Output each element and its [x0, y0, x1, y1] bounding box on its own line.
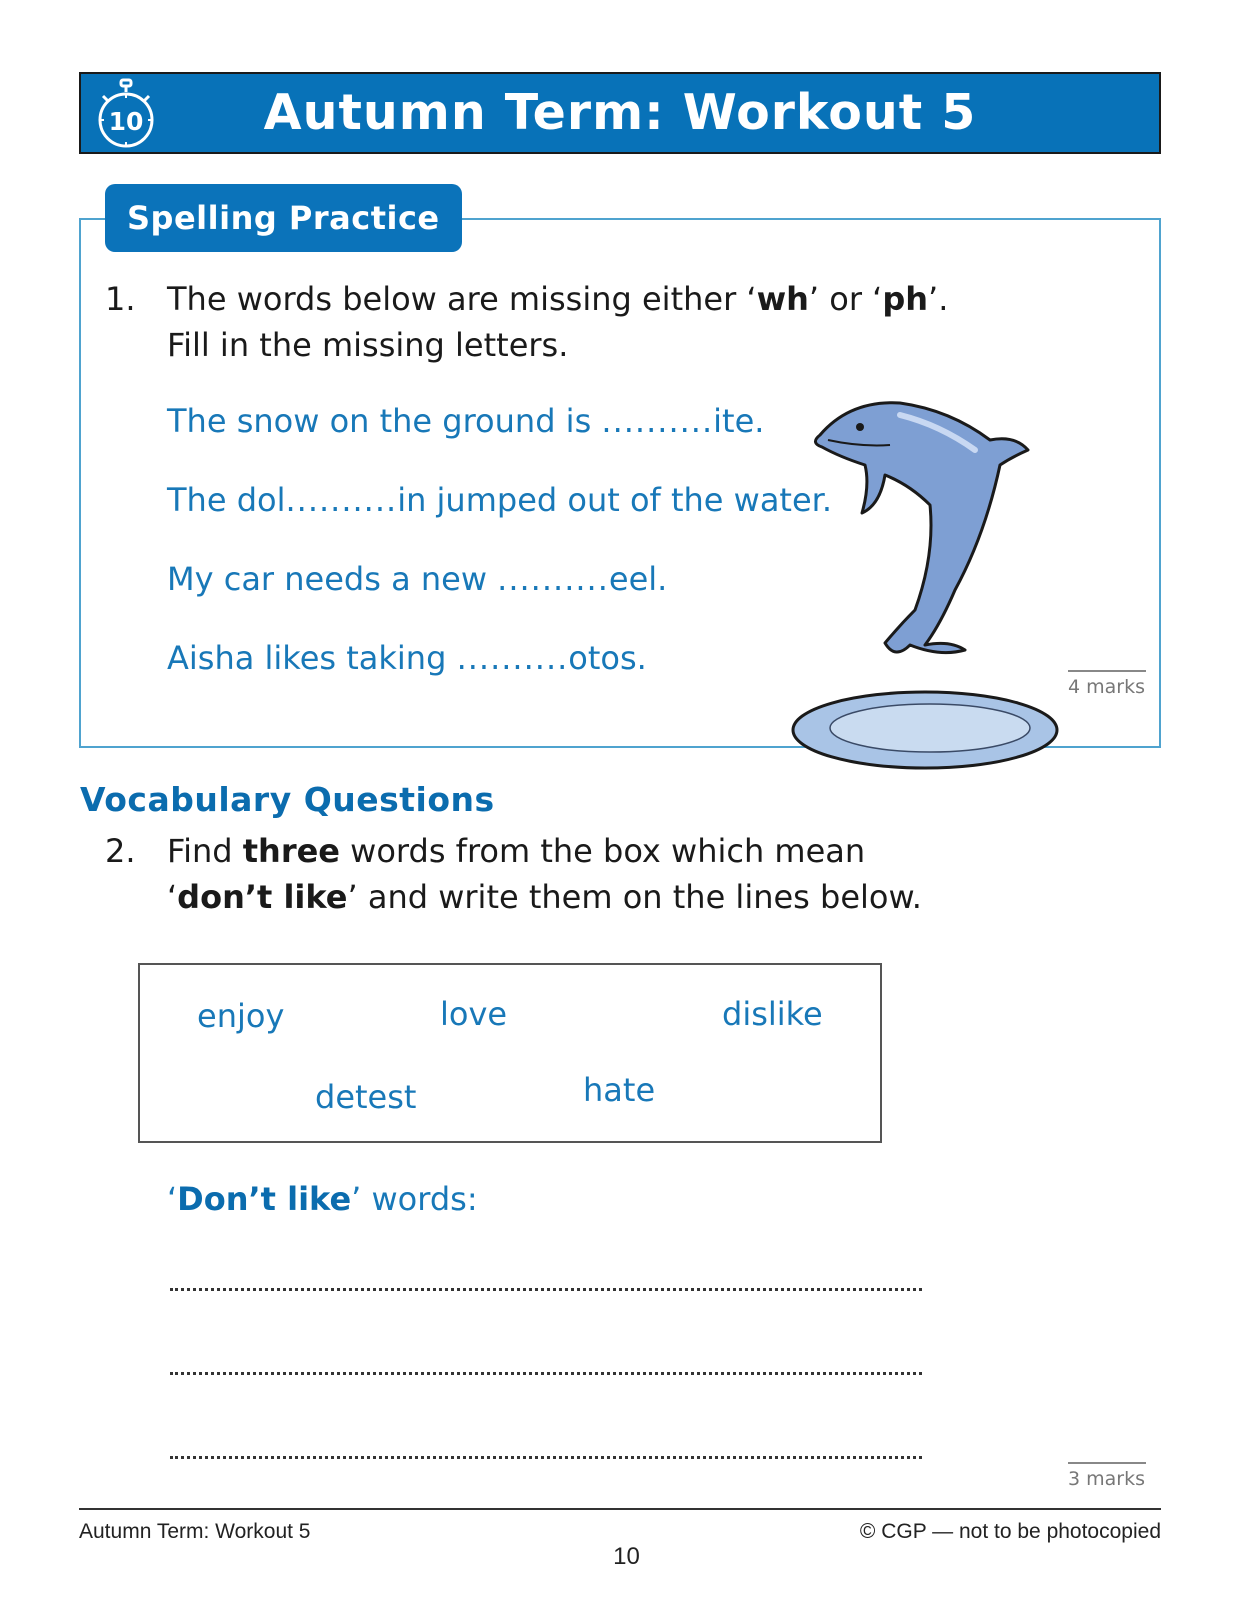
page-number: 10: [613, 1543, 640, 1570]
answer-line-1[interactable]: [170, 1288, 922, 1291]
timer-minutes: 10: [108, 107, 144, 136]
question-1-line-2: Fill in the missing letters.: [167, 326, 569, 364]
question-1: [105, 276, 1067, 368]
word-dislike: dislike: [722, 995, 823, 1033]
word-enjoy: enjoy: [197, 997, 285, 1035]
question-2-line-2: ‘don’t like’ and write them on the lines below.: [167, 878, 922, 916]
spelling-marks: 4 marks: [1068, 670, 1146, 698]
question-1-line-1: The words below are missing either ‘wh’ or ‘ph’.: [167, 280, 949, 318]
spelling-section-tab: Spelling Practice: [105, 184, 462, 252]
word-hate: hate: [583, 1071, 656, 1109]
question-2: [105, 828, 1067, 920]
sentence-4: Aisha likes taking ..........otos.: [167, 639, 647, 677]
footer-right: © CGP — not to be photocopied: [859, 1520, 1161, 1543]
vocabulary-marks: 3 marks: [1068, 1462, 1146, 1490]
blank-3[interactable]: ..........: [497, 560, 609, 598]
sentence-3: My car needs a new ..........eel.: [167, 560, 668, 598]
question-1-number: 1.: [105, 280, 136, 318]
blank-2[interactable]: ..........: [285, 481, 398, 519]
vocabulary-section-title: Vocabulary Questions: [80, 780, 495, 819]
question-2-number: 2.: [105, 832, 136, 870]
word-box: [138, 963, 882, 1143]
dolphin-illustration: [790, 395, 1060, 780]
answer-line-2[interactable]: [170, 1372, 922, 1375]
footer-divider: [79, 1508, 1161, 1510]
answer-line-3[interactable]: [170, 1456, 922, 1459]
word-love: love: [440, 995, 508, 1033]
word-detest: detest: [315, 1078, 417, 1116]
blank-4[interactable]: ..........: [456, 639, 569, 677]
answer-label: ‘Don’t like’ words:: [167, 1180, 478, 1218]
sentence-2: The dol..........in jumped out of the water.: [167, 481, 833, 519]
blank-1[interactable]: ..........: [601, 402, 714, 440]
page-title: Autumn Term: Workout 5: [263, 84, 977, 141]
sentence-1: The snow on the ground is ..........ite.: [167, 402, 765, 440]
question-2-line-1: Find three words from the box which mean: [167, 832, 866, 870]
title-banner: [79, 72, 1161, 154]
footer-left: Autumn Term: Workout 5: [79, 1520, 311, 1543]
